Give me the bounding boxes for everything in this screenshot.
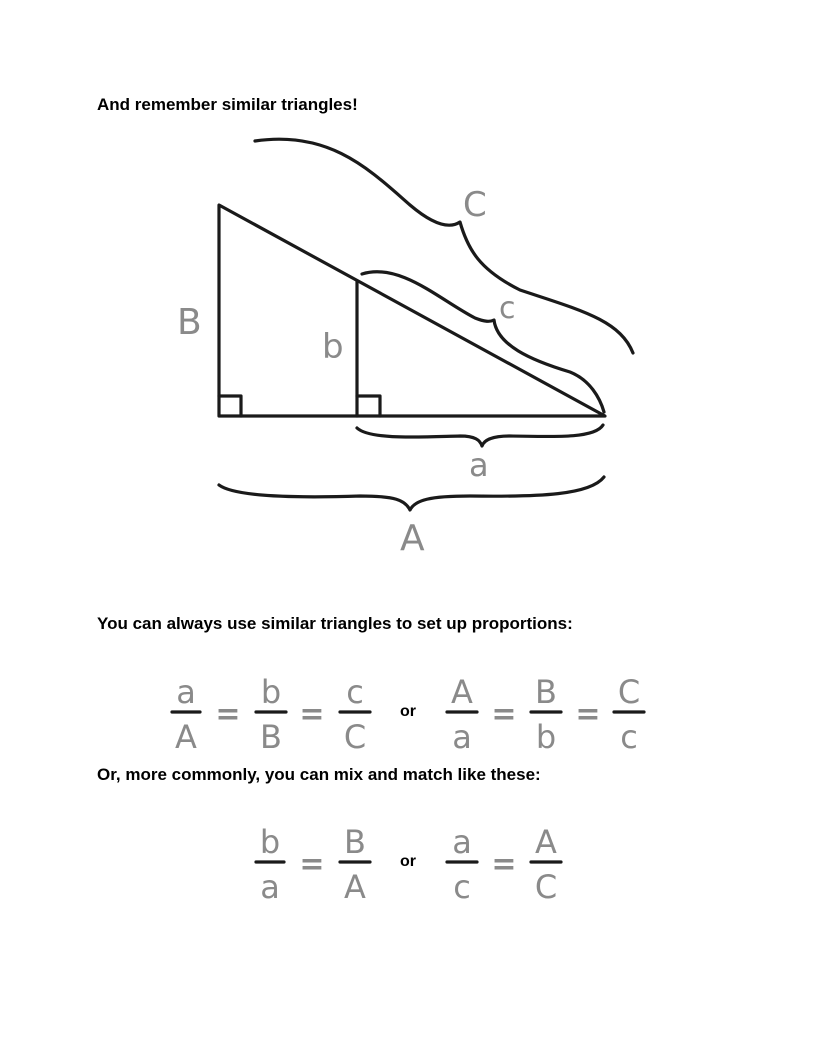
fraction-numerator: b (260, 673, 282, 711)
fraction-numerator: c (346, 673, 364, 711)
fraction-denominator: a (452, 718, 472, 756)
mix-match-heading: Or, more commonly, you can mix and match like these: (97, 765, 541, 784)
or-connector: or (400, 853, 416, 870)
equals-sign: = (491, 847, 517, 882)
fraction-denominator: B (260, 718, 282, 756)
brace-small-base (357, 425, 603, 446)
fraction-numerator: C (617, 673, 641, 711)
fraction-numerator: A (451, 673, 473, 711)
fraction-denominator: b (535, 718, 557, 756)
small-right-angle-mark (357, 396, 380, 416)
fraction-denominator: A (175, 718, 197, 756)
brace-big-hypotenuse (255, 139, 633, 353)
label-small-hypotenuse: c (499, 291, 516, 326)
fraction-denominator: C (534, 868, 558, 906)
fraction-denominator: A (344, 868, 366, 906)
fraction-numerator: a (176, 673, 196, 711)
equals-sign: = (299, 697, 325, 732)
fraction-numerator: B (344, 823, 366, 861)
label-small-leg: b (322, 327, 344, 367)
equals-sign: = (299, 847, 325, 882)
brace-big-base (219, 477, 604, 510)
label-big-hypotenuse: C (463, 185, 487, 225)
fraction-denominator: C (343, 718, 367, 756)
fraction-denominator: a (260, 868, 280, 906)
fraction-denominator: c (453, 868, 471, 906)
brace-small-hypotenuse (362, 272, 604, 412)
label-big-base: A (400, 518, 425, 559)
big-right-angle-mark (219, 396, 241, 416)
fraction-numerator: B (535, 673, 557, 711)
fraction-numerator: b (259, 823, 281, 861)
or-connector: or (400, 703, 416, 720)
proportions-heading: You can always use similar triangles to set up proportions: (97, 614, 573, 633)
equals-sign: = (491, 697, 517, 732)
equals-sign: = (215, 697, 241, 732)
intro-heading: And remember similar triangles! (97, 95, 358, 114)
equals-sign: = (575, 697, 601, 732)
fraction-denominator: c (620, 718, 638, 756)
label-big-leg: B (177, 302, 202, 343)
label-small-base: a (469, 446, 489, 484)
fraction-numerator: A (535, 823, 557, 861)
fraction-numerator: a (452, 823, 472, 861)
big-triangle (219, 205, 605, 416)
